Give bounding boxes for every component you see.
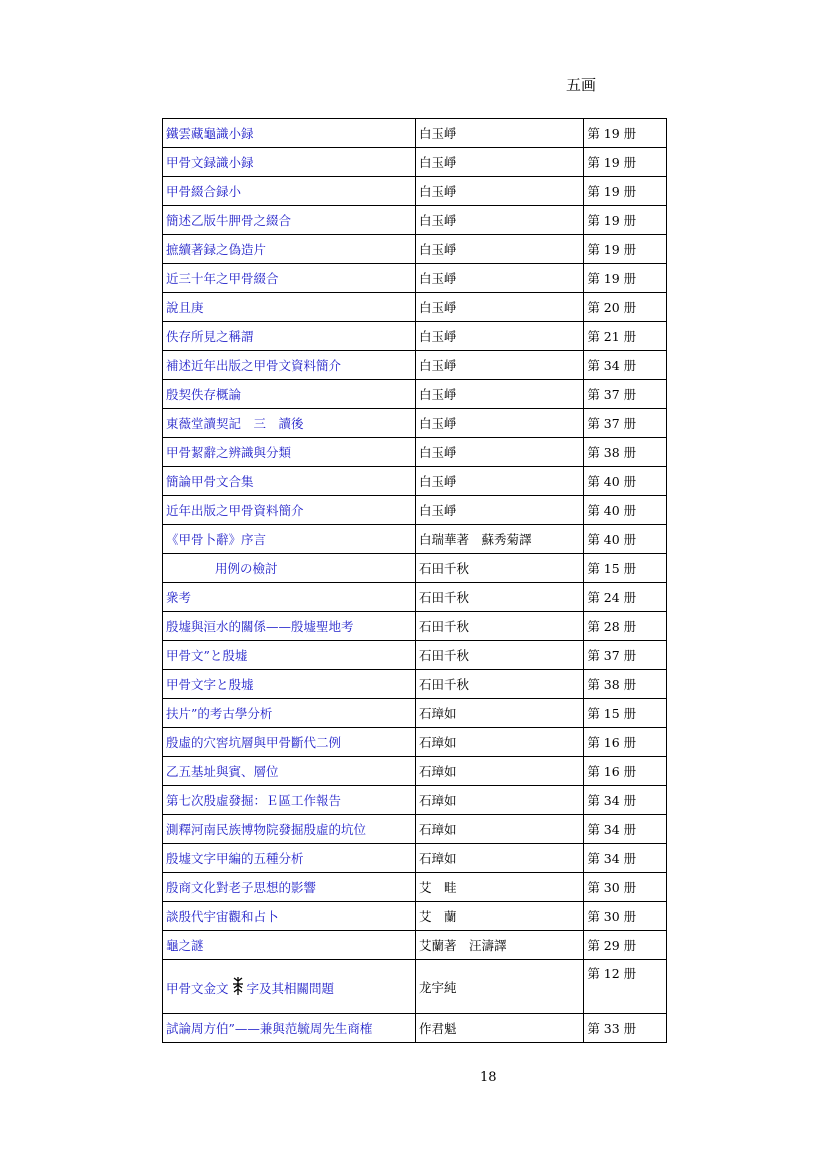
volume-cell: 第 15 册 [584,554,667,583]
author-cell: 白玉崢 [416,206,584,235]
volume-cell: 第 20 册 [584,293,667,322]
author-cell: 白玉崢 [416,148,584,177]
volume-cell: 第 30 册 [584,902,667,931]
table-row [163,757,667,786]
article-title[interactable]: 近三十年之甲骨綴合 [163,264,416,293]
table-row [163,583,667,612]
article-title[interactable]: 說且庚 [163,293,416,322]
article-title[interactable]: 簡述乙版牛胛骨之綴合 [163,206,416,235]
author-cell: 白玉崢 [416,177,584,206]
table-row [163,815,667,844]
author-cell: 白玉崢 [416,380,584,409]
table-row [163,235,667,264]
table-row [163,351,667,380]
article-title[interactable]: 談殷代宇宙觀和占卜 [163,902,416,931]
volume-cell: 第 12 册 [584,960,667,1014]
volume-cell: 第 38 册 [584,438,667,467]
table-row [163,467,667,496]
table-row [163,612,667,641]
index-table [162,118,667,1043]
volume-cell: 第 40 册 [584,525,667,554]
author-cell: 白玉崢 [416,322,584,351]
volume-cell: 第 19 册 [584,177,667,206]
table-row [163,206,667,235]
volume-cell: 第 29 册 [584,931,667,960]
author-cell: 白玉崢 [416,438,584,467]
author-cell: 白玉崢 [416,235,584,264]
article-title[interactable]: 近年出版之甲骨資料簡介 [163,496,416,525]
table-row [163,380,667,409]
author-cell: 艾 蘭 [416,902,584,931]
table-row [163,525,667,554]
author-cell: 白玉崢 [416,496,584,525]
article-title-part: 字及其相關問題 [246,981,335,996]
volume-cell: 第 30 册 [584,873,667,902]
author-cell: 石田千秋 [416,641,584,670]
table-row [163,641,667,670]
article-title[interactable]: 甲骨絜辭之辨識與分類 [163,438,416,467]
table-row [163,873,667,902]
article-title[interactable]: 東薇堂讀契記 三 讀後 [163,409,416,438]
author-cell: 白玉崢 [416,467,584,496]
table-row [163,148,667,177]
article-title[interactable] [163,960,416,1014]
author-cell: 石璋如 [416,815,584,844]
table-row [163,264,667,293]
page-number: 18 [480,1070,497,1085]
volume-cell: 第 34 册 [584,815,667,844]
author-cell: 白瑞華著 蘇秀菊譯 [416,525,584,554]
volume-cell: 第 34 册 [584,844,667,873]
table-row [163,119,667,148]
table-row [163,931,667,960]
volume-cell: 第 40 册 [584,496,667,525]
article-title[interactable]: 甲骨文録識小録 [163,148,416,177]
table-row [163,322,667,351]
article-title[interactable]: 佚存所見之稱謂 [163,322,416,351]
article-title[interactable]: 簡論甲骨文合集 [163,467,416,496]
article-title[interactable]: 殷契佚存概論 [163,380,416,409]
volume-cell: 第 16 册 [584,728,667,757]
volume-cell: 第 21 册 [584,322,667,351]
volume-cell: 第 37 册 [584,409,667,438]
article-title[interactable]: 第七次殷虛發掘：Ｅ區工作報告 [163,786,416,815]
article-title[interactable]: 用例の檢討 [163,554,416,583]
volume-cell: 第 28 册 [584,612,667,641]
table-row [163,293,667,322]
author-cell: 白玉崢 [416,293,584,322]
table-row [163,1014,667,1043]
author-cell: 白玉崢 [416,264,584,293]
table-row [163,844,667,873]
author-cell: 石璋如 [416,757,584,786]
volume-cell: 第 34 册 [584,786,667,815]
article-title[interactable]: 甲骨文”と殷墟 [163,641,416,670]
table-row [163,699,667,728]
table-row [163,786,667,815]
index-table-body [163,119,667,1043]
volume-cell: 第 19 册 [584,148,667,177]
article-title[interactable]: 殷虛的穴窖坑層與甲骨斷代二例 [163,728,416,757]
article-title[interactable]: 《甲骨卜辭》序言 [163,525,416,554]
article-title[interactable]: 殷商文化對老子思想的影響 [163,873,416,902]
author-cell: 石田千秋 [416,670,584,699]
author-cell: 石璋如 [416,786,584,815]
table-row [163,960,667,1014]
table-row [163,496,667,525]
volume-cell: 第 37 册 [584,641,667,670]
author-cell: 白玉崢 [416,119,584,148]
author-cell: 艾 畦 [416,873,584,902]
oracle-glyph-icon [231,976,245,996]
volume-cell: 第 15 册 [584,699,667,728]
author-cell: 石璋如 [416,728,584,757]
author-cell: 作君魁 [416,1014,584,1043]
author-cell: 石田千秋 [416,583,584,612]
article-title[interactable]: 扶片”的考古學分析 [163,699,416,728]
volume-cell: 第 19 册 [584,235,667,264]
author-cell: 石田千秋 [416,554,584,583]
article-title[interactable]: 殷墟與洹水的關係——殷墟聖地考 [163,612,416,641]
article-title[interactable]: 龜之謎 [163,931,416,960]
article-title[interactable]: 測釋河南民族博物院發掘殷虛的坑位 [163,815,416,844]
author-cell: 石璋如 [416,844,584,873]
author-cell: 白玉崢 [416,409,584,438]
volume-cell: 第 16 册 [584,757,667,786]
author-cell: 石田千秋 [416,612,584,641]
section-heading: 五画 [566,76,597,94]
table-row [163,438,667,467]
article-title[interactable]: 鐵雲藏龜識小録 [163,119,416,148]
article-title[interactable]: 試論周方伯”——兼與范毓周先生商榷 [163,1014,416,1043]
volume-cell: 第 33 册 [584,1014,667,1043]
article-title[interactable]: 衆考 [163,583,416,612]
article-title[interactable]: 補述近年出版之甲骨文資料簡介 [163,351,416,380]
table-row [163,554,667,583]
author-cell: 白玉崢 [416,351,584,380]
volume-cell: 第 24 册 [584,583,667,612]
article-title[interactable]: 甲骨文字と殷墟 [163,670,416,699]
volume-cell: 第 34 册 [584,351,667,380]
table-row [163,409,667,438]
volume-cell: 第 19 册 [584,206,667,235]
article-title[interactable]: 甲骨綴合録小 [163,177,416,206]
author-cell: 龙宇純 [416,960,584,1014]
author-cell: 石璋如 [416,699,584,728]
table-row [163,670,667,699]
volume-cell: 第 38 册 [584,670,667,699]
table-row [163,728,667,757]
volume-cell: 第 37 册 [584,380,667,409]
volume-cell: 第 19 册 [584,119,667,148]
table-row [163,902,667,931]
article-title[interactable]: 乙五基址與賓、層位 [163,757,416,786]
author-cell: 艾蘭著 汪濤譯 [416,931,584,960]
volume-cell: 第 40 册 [584,467,667,496]
article-title[interactable]: 摭續著録之偽造片 [163,235,416,264]
article-title-part: 甲骨文金文 [166,981,229,996]
table-row [163,177,667,206]
article-title[interactable]: 殷墟文字甲編的五種分析 [163,844,416,873]
volume-cell: 第 19 册 [584,264,667,293]
